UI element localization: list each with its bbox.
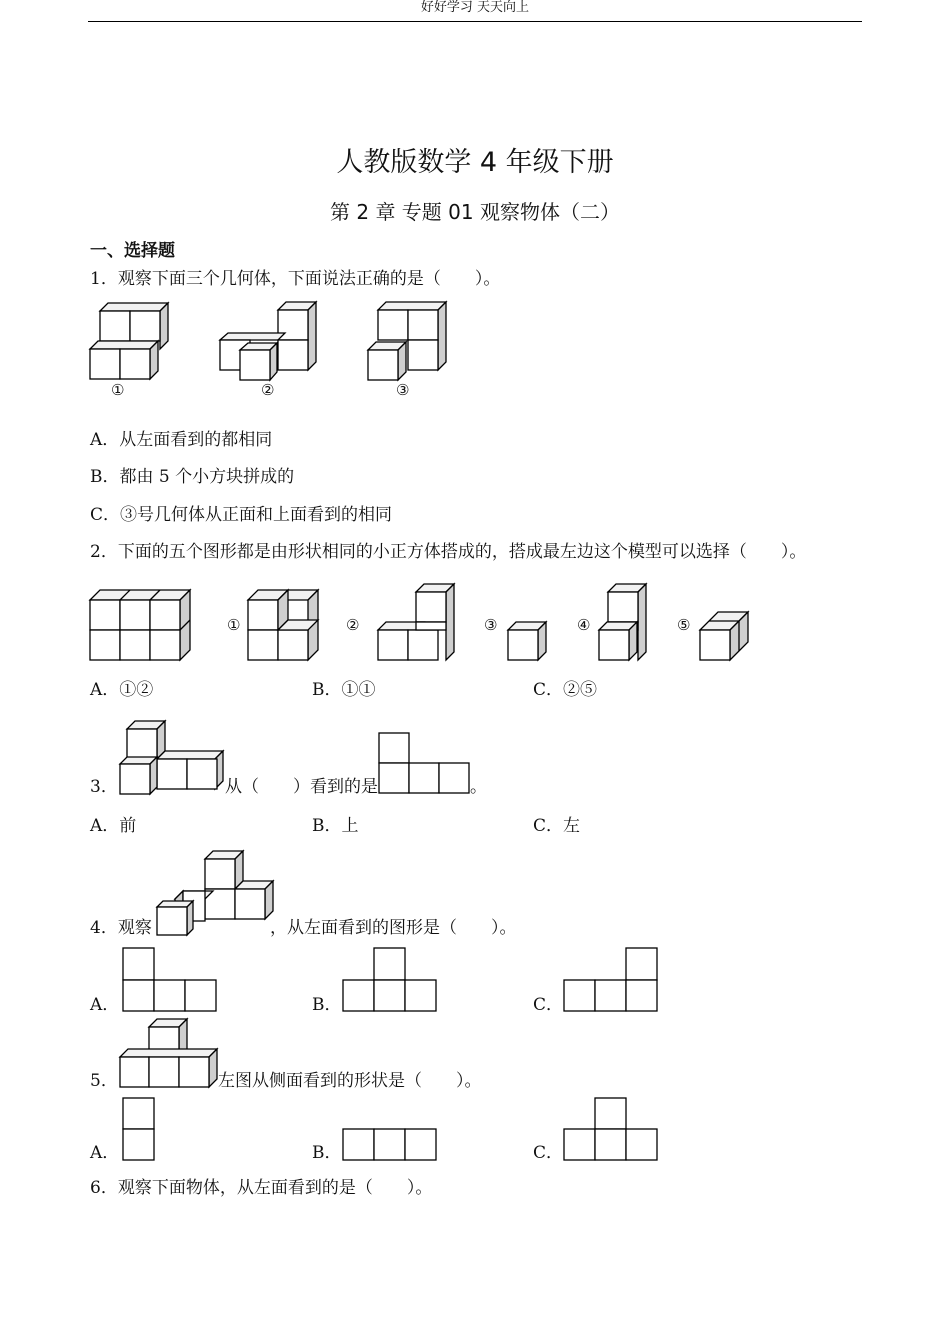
q1-option-a[interactable]: A．从左面看到的都相同 — [90, 430, 273, 450]
q2-option-2 — [378, 584, 454, 660]
q4-option-b-shape — [342, 946, 442, 1016]
q2-label-3: ③ — [484, 616, 498, 634]
q2-label-2: ② — [346, 616, 360, 634]
page-subtitle: 第 2 章 专题 01 观察物体（二） — [330, 200, 620, 224]
q4-option-b[interactable]: B． — [312, 995, 342, 1015]
q4-option-a-shape — [122, 946, 222, 1016]
q4-stem-end: ，从左面看到的图形是（ ）。 — [270, 918, 517, 938]
q4-option-c-shape — [563, 946, 663, 1016]
q6-stem: 6．观察下面物体，从左面看到的是（ ）。 — [90, 1178, 433, 1198]
q1-label-2: ② — [261, 381, 275, 399]
q1-label-3: ③ — [396, 381, 410, 399]
q5-figure — [115, 1015, 225, 1095]
q1-stem: 1．观察下面三个几何体，下面说法正确的是（ ）。 — [90, 269, 501, 289]
q4-option-c[interactable]: C． — [533, 995, 564, 1015]
q2-label-4: ④ — [577, 616, 591, 634]
section-heading: 一、选择题 — [90, 241, 175, 261]
q5-stem: 左图从侧面看到的形状是（ ）。 — [218, 1071, 482, 1091]
q3-option-c[interactable]: C．左 — [533, 816, 581, 836]
q2-option-a[interactable]: A．①② — [90, 680, 154, 700]
q3-view-shape — [378, 732, 474, 796]
q3-figure — [115, 712, 235, 802]
q1-label-1: ① — [111, 381, 125, 399]
q4-option-a[interactable]: A． — [90, 995, 120, 1015]
q5-option-a-shape — [122, 1096, 162, 1166]
q2-option-4 — [599, 584, 646, 660]
q2-label-5: ⑤ — [677, 616, 691, 634]
q2-option-b[interactable]: B．①① — [312, 680, 376, 700]
q3-end: 。 — [470, 777, 487, 797]
q5-option-a[interactable]: A． — [90, 1143, 120, 1163]
q5-option-b-shape — [342, 1127, 442, 1167]
q1-option-c[interactable]: C．③号几何体从正面和上面看到的相同 — [90, 505, 393, 525]
q2-option-3 — [508, 622, 546, 660]
q1-option-b[interactable]: B．都由 5 个小方块拼成的 — [90, 467, 295, 487]
q4-stem-start: 4．观察 — [90, 918, 152, 938]
q2-option-5 — [700, 612, 748, 660]
page-header: 好好学习 天天向上 — [420, 0, 530, 15]
q3-option-b[interactable]: B．上 — [312, 816, 359, 836]
q2-figures — [85, 578, 765, 668]
q2-model — [90, 590, 190, 660]
q4-figure — [155, 845, 280, 940]
q2-option-c[interactable]: C．②⑤ — [533, 680, 598, 700]
q2-label-1: ① — [227, 616, 241, 634]
q3-stem: 从（ ）看到的是 — [225, 777, 378, 797]
header-rule — [88, 21, 862, 22]
q3-number: 3． — [90, 777, 118, 797]
q5-option-c[interactable]: C． — [533, 1143, 564, 1163]
q1-figure-2 — [220, 302, 316, 380]
q5-number: 5． — [90, 1071, 118, 1091]
q3-option-a[interactable]: A．前 — [90, 816, 137, 836]
page-title: 人教版数学 4 年级下册 — [336, 147, 614, 178]
q5-option-b[interactable]: B． — [312, 1143, 342, 1163]
q1-figure-3 — [368, 302, 446, 380]
q1-figure-1 — [90, 303, 168, 379]
q2-option-1 — [248, 590, 318, 660]
q5-option-c-shape — [563, 1096, 663, 1166]
q2-stem: 2．下面的五个图形都是由形状相同的小正方体搭成的，搭成最左边这个模型可以选择（ ）。 — [90, 542, 807, 562]
